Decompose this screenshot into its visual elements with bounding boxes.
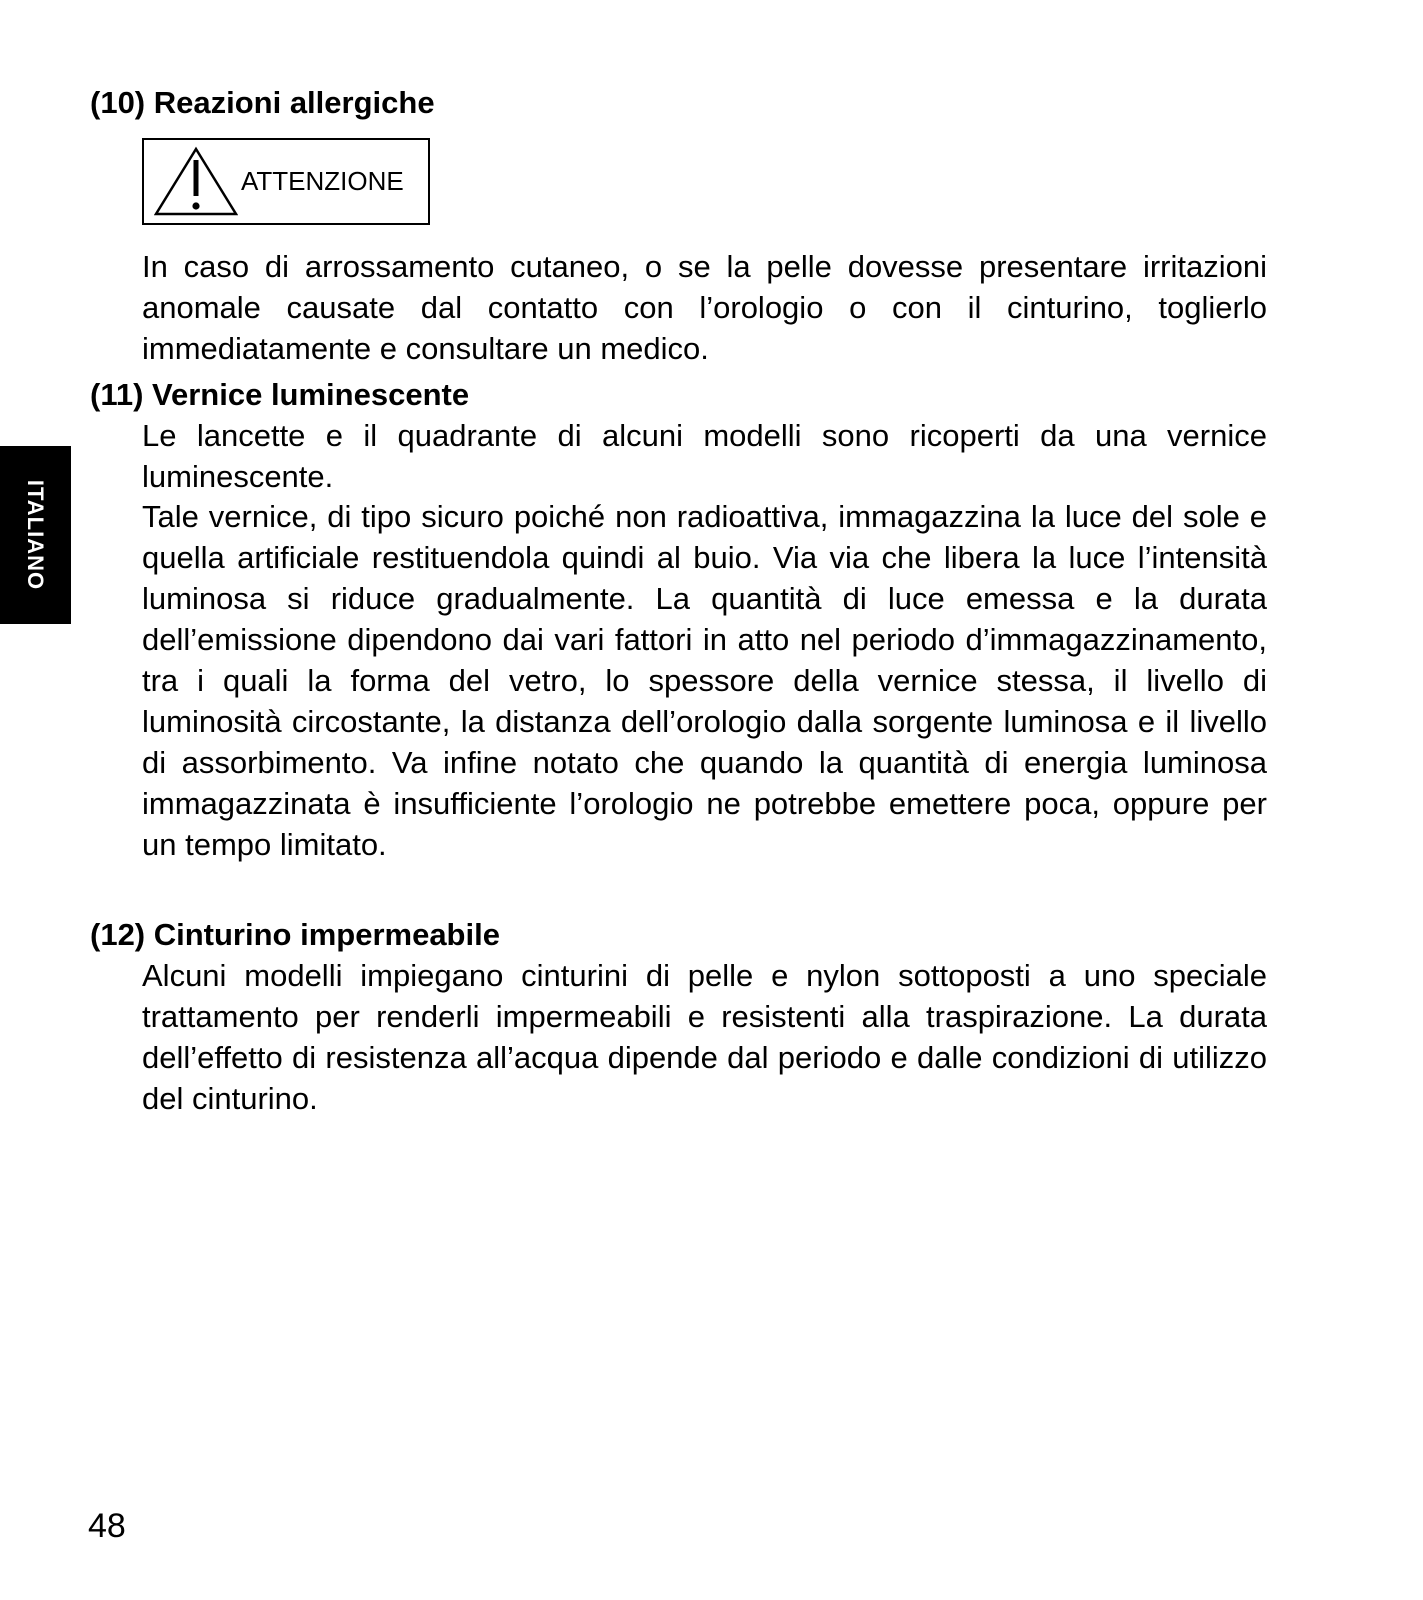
section-11-paragraph-2: Tale vernice, di tipo sicuro poiché non radioattiva, immagazzina la luce del sole e quella artificiale restituendola quindi al buio. Via via che libera la luce l’intensità luminosa si riduce gradualmente. La quantità di luce emessa e la durata dell’emissione dipendono dai vari fattori in atto nel periodo d’immagazzinamento, tra i quali la forma del vetro, lo spessore della vernice stessa, il livello di luminosità circostante, la distanza dell’orologio dalla sorgente luminosa e il livello di assorbimento. Va infine notato che quando la quantità di energia luminosa immagazzinata è insufficiente l’orologio ne potrebbe emettere poca, oppure per un tempo limitato. bbox=[142, 499, 1267, 862]
section-10-heading: (10) Reazioni allergiche bbox=[90, 85, 435, 120]
warning-triangle-icon bbox=[154, 146, 238, 218]
section-11-heading: (11) Vernice luminescente bbox=[90, 377, 470, 412]
language-side-tab-label: ITALIANO bbox=[23, 479, 48, 591]
language-side-tab bbox=[0, 446, 71, 624]
section-12-paragraph: Alcuni modelli impiegano cinturini di pelle e nylon sottoposti a uno speciale trattamento per renderli impermeabili e resistenti alla traspirazione. La durata dell’effetto di resistenza all’acqua dipende dal periodo e dalle condizioni di utilizzo del cinturino. bbox=[142, 958, 1267, 1116]
section-12-heading: (12) Cinturino impermeabile bbox=[90, 917, 500, 952]
page-number: 48 bbox=[88, 1507, 126, 1545]
warning-box bbox=[142, 138, 430, 225]
section-11-paragraph-1: Le lancette e il quadrante di alcuni modelli sono ricoperti da una vernice luminescente. bbox=[142, 418, 1267, 494]
section-10-paragraph: In caso di arrossamento cutaneo, o se la pelle dovesse presentare irritazioni anomale causate dal contatto con l’orologio o con il cinturino, toglierlo immediatamente e consultare un medico. bbox=[142, 249, 1267, 366]
warning-label: ATTENZIONE bbox=[241, 166, 404, 196]
